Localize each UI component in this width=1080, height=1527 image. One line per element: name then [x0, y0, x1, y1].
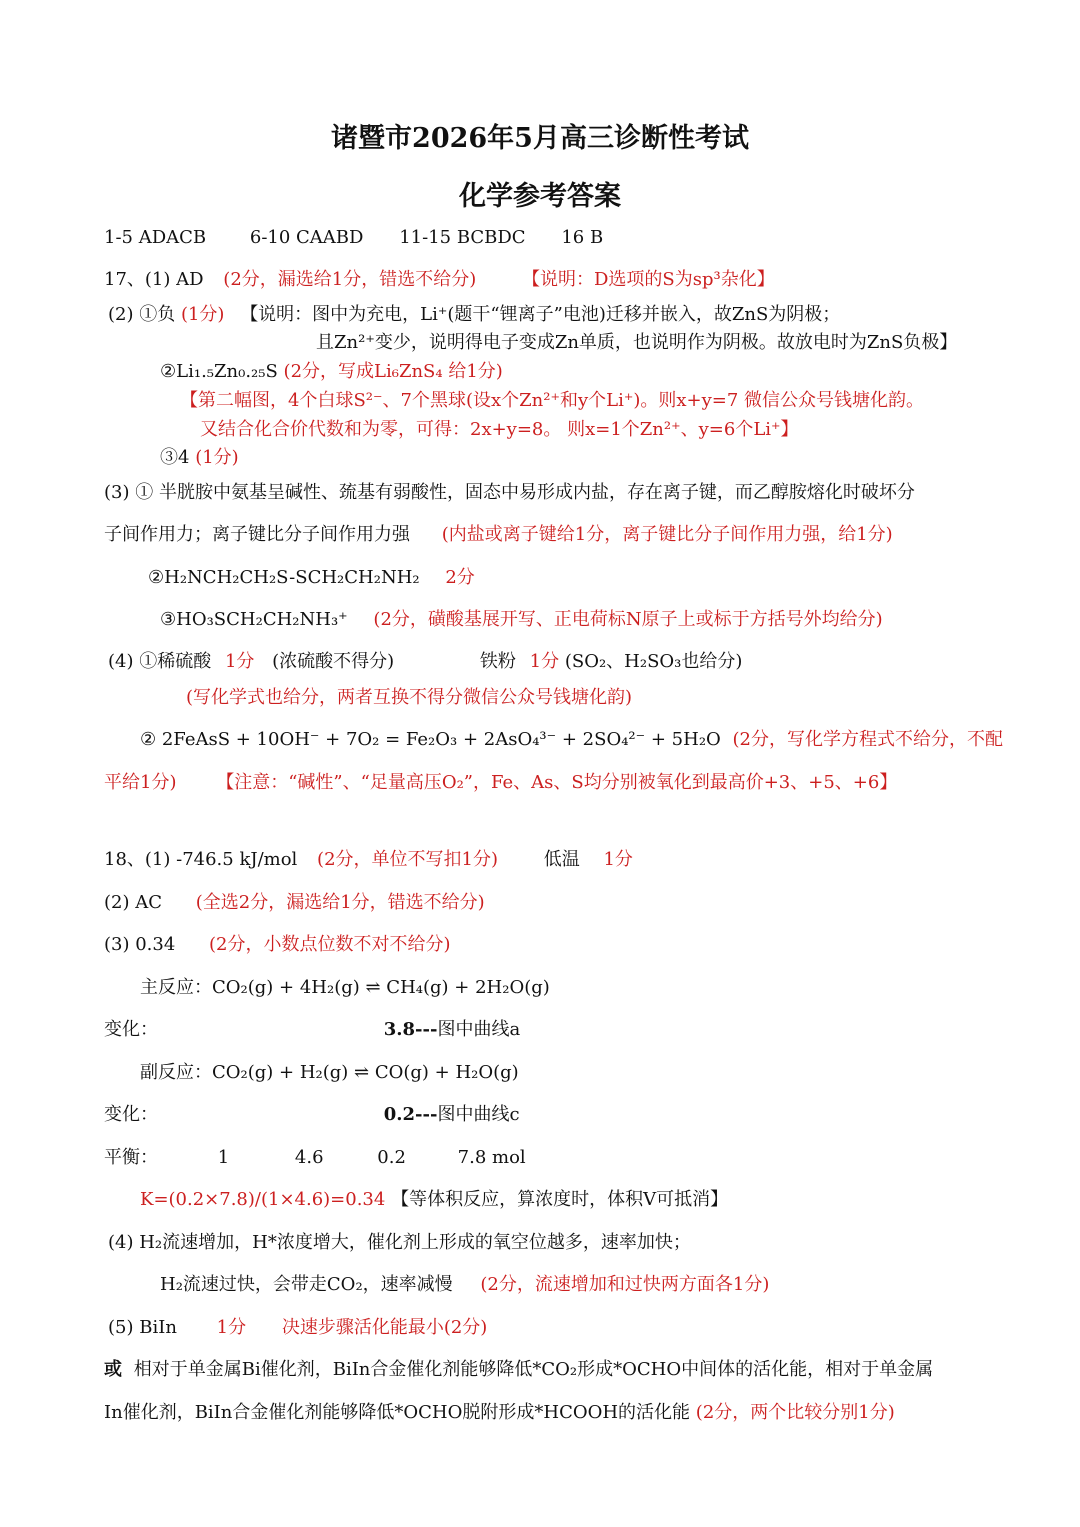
- q18-4-score: (2分，流速增加和过快两方面各1分): [480, 1274, 770, 1295]
- mc-11-15: 11-15 BCBDC: [399, 227, 526, 248]
- q18-eq-co2: 1: [217, 1147, 230, 1168]
- q17-line-6: 又结合化合价代数和为零，可得：2x+y=8。 则x=1个Zn²⁺、y=6个Li⁺】: [200, 419, 799, 440]
- mc-answers: [104, 226, 603, 250]
- q17-4b-equation: ② 2FeAsS + 10OH⁻ + 7O₂ = Fe₂O₃ + 2AsO₄³⁻ + 2SO₄²⁻ + 5H₂O: [140, 729, 721, 750]
- q18-eq-h2o: 7.8 mol: [457, 1147, 526, 1168]
- q18-line-3: [104, 933, 451, 957]
- q18-5-alt-reason: 相对于单金属Bi催化剂，BiIn合金催化剂能够降低*CO₂形成*OCHO中间体的活化能，相对于单金属: [133, 1359, 934, 1380]
- q17-line-11: [160, 608, 883, 632]
- q17-2-answer: (2) ①负: [108, 304, 176, 325]
- q18-change-1-curve: 图中曲线a: [437, 1019, 521, 1040]
- q18-5-alt-score: (2分，两个比较分别1分): [695, 1402, 895, 1423]
- q18-change-2-value: 0.2---: [383, 1104, 438, 1125]
- q18-line-12: [108, 1316, 487, 1340]
- q18-eq-label: 平衡：: [104, 1147, 158, 1168]
- q18-change-2: [104, 1103, 520, 1127]
- q18-5-alt-reason-cont: In催化剂，BiIn合金催化剂能够降低*OCHO脱附形成*HCOOH的活化能: [104, 1402, 691, 1423]
- q17-line-1: [104, 268, 775, 292]
- q18-line-2: [104, 891, 485, 915]
- q18-eq-co: 0.2: [377, 1147, 406, 1168]
- q18-eq-h2: 4.6: [294, 1147, 324, 1168]
- q18-5-answer: (5) BiIn: [108, 1317, 177, 1338]
- q17-1-answer: 17、(1) AD: [104, 269, 204, 290]
- q17-3c-answer: ③HO₃SCH₂CH₂NH₃⁺: [160, 609, 348, 630]
- q18-5-reason: 决速步骤活化能最小(2分): [281, 1317, 488, 1338]
- q17-line-8: (3) ① 半胱胺中氨基呈碱性、巯基有弱酸性，固态中易形成内盐，存在离子键，而乙醇胺熔化时破坏分: [104, 482, 915, 503]
- mc-6-10: 6-10 CAABD: [249, 227, 364, 248]
- q17-3b-score: 2分: [445, 567, 475, 588]
- q17-2b-score: (2分，写成Li₆ZnS₄ 给1分): [283, 361, 503, 382]
- q18-2-score: (全选2分，漏选给1分，错选不给分): [195, 892, 485, 913]
- q18-change-1: [104, 1018, 520, 1042]
- q17-2b-answer: ②Li₁.₅Zn₀.₂₅S: [160, 361, 278, 382]
- q17-line-12: [108, 650, 742, 674]
- q18-1-answer: 18、(1) -746.5 kJ/mol: [104, 849, 298, 870]
- q18-line-10: (4) H₂流速增加，H*浓度增大，催化剂上形成的氧空位越多，速率加快；: [108, 1232, 691, 1253]
- q17-3b-answer: ②H₂NCH₂CH₂S-SCH₂CH₂NH₂: [148, 567, 420, 588]
- q17-2-note: 【说明：图中为充电，Li⁺(题干“锂离子”电池)迁移并嵌入，故ZnS为阴极；: [240, 304, 841, 325]
- mc-1-5: 1-5 ADACB: [104, 227, 207, 248]
- q17-line-2: [108, 303, 840, 327]
- q17-line-4: [160, 360, 503, 384]
- q18-change-1-label: 变化：: [104, 1019, 158, 1040]
- q18-5-score: 1分: [216, 1317, 247, 1338]
- q17-line-13: (写化学式也给分，两者互换不得分微信公众号钱塘化韵): [186, 687, 633, 708]
- q18-line-11: [160, 1273, 769, 1297]
- q17-4b-score-cont: 平给1分): [104, 772, 177, 793]
- q17-2-score: (1分): [180, 304, 225, 325]
- q17-1-note: 【说明：D选项的S为sp³杂化】: [521, 269, 775, 290]
- q17-2c-answer: ③4: [160, 447, 190, 468]
- q17-line-15: [104, 771, 897, 795]
- q17-line-10: [148, 566, 475, 590]
- q18-line-14: [104, 1401, 895, 1425]
- q17-2c-score: (1分): [195, 447, 239, 468]
- q17-4b-score: (2分，写化学方程式不给分，不配: [732, 729, 1004, 750]
- q17-4-answer-b: 铁粉: [479, 651, 516, 672]
- q17-line-9: [104, 523, 893, 547]
- q18-line-13: [104, 1358, 933, 1382]
- q18-3-score: (2分，小数点位数不对不给分): [209, 934, 451, 955]
- q17-4-note-a: (浓硫酸不得分): [272, 651, 395, 672]
- q17-3-answer: 子间作用力；离子键比分子间作用力强: [104, 524, 410, 545]
- q18-1-score-b: 1分: [603, 849, 633, 870]
- q18-side-reaction: 副反应：CO₂(g) + H₂(g) ⇌ CO(g) + H₂O(g): [140, 1062, 519, 1083]
- q17-line-14: [140, 728, 1003, 752]
- page-subtitle: 化学参考答案: [459, 181, 621, 212]
- q17-4-note-b: (SO₂、H₂SO₃也给分): [564, 651, 743, 672]
- q17-4-answer-a: (4) ①稀硫酸: [108, 651, 212, 672]
- q18-line-1: [104, 848, 633, 872]
- q18-1-answer-b: 低温: [543, 849, 580, 870]
- q18-k-expression: K=(0.2×7.8)/(1×4.6)=0.34: [140, 1189, 386, 1210]
- q17-4-score-b: 1分: [529, 651, 560, 672]
- q17-3c-score: (2分，磺酸基展开写、正电荷标N原子上或标于方括号外均给分): [373, 609, 883, 630]
- q17-line-5: 【第二幅图，4个白球S²⁻、7个黑球(设x个Zn²⁺和y个Li⁺)。则x+y=7 微信公众号钱塘化韵。: [180, 390, 924, 411]
- q17-4b-note: 【注意：“碱性”、“足量高压O₂”，Fe、As、S均分别被氧化到最高价+3、+5、+6】: [216, 772, 898, 793]
- q18-or-label: 或: [104, 1359, 122, 1380]
- q18-k-line: [140, 1188, 728, 1212]
- q18-main-reaction: 主反应：CO₂(g) + 4H₂(g) ⇌ CH₄(g) + 2H₂O(g): [140, 977, 550, 998]
- page-title: 诸暨市2026年5月高三诊断性考试: [331, 123, 749, 154]
- q17-line-7: [160, 446, 239, 470]
- q18-3-answer: (3) 0.34: [104, 934, 176, 955]
- q18-equilibrium: [104, 1146, 526, 1170]
- q18-1-score: (2分，单位不写扣1分): [317, 849, 498, 870]
- q18-2-answer: (2) AC: [104, 892, 162, 913]
- q17-4-score-a: 1分: [224, 651, 255, 672]
- q18-change-2-curve: 图中曲线c: [437, 1104, 520, 1125]
- q18-change-1-value: 3.8---: [383, 1019, 438, 1040]
- q18-k-note: 【等体积反应，算浓度时，体积V可抵消】: [391, 1189, 729, 1210]
- q17-line-3: 且Zn²⁺变少，说明得电子变成Zn单质，也说明作为阴极。故放电时为ZnS负极】: [316, 332, 958, 353]
- q18-change-2-label: 变化：: [104, 1104, 158, 1125]
- mc-16: 16 B: [561, 227, 604, 248]
- q17-1-score: (2分，漏选给1分，错选不给分): [223, 269, 477, 290]
- q17-3-score: (内盐或离子键给1分，离子键比分子间作用力强，给1分): [441, 524, 893, 545]
- q18-4-answer-b: H₂流速过快，会带走CO₂，速率减慢: [160, 1274, 453, 1295]
